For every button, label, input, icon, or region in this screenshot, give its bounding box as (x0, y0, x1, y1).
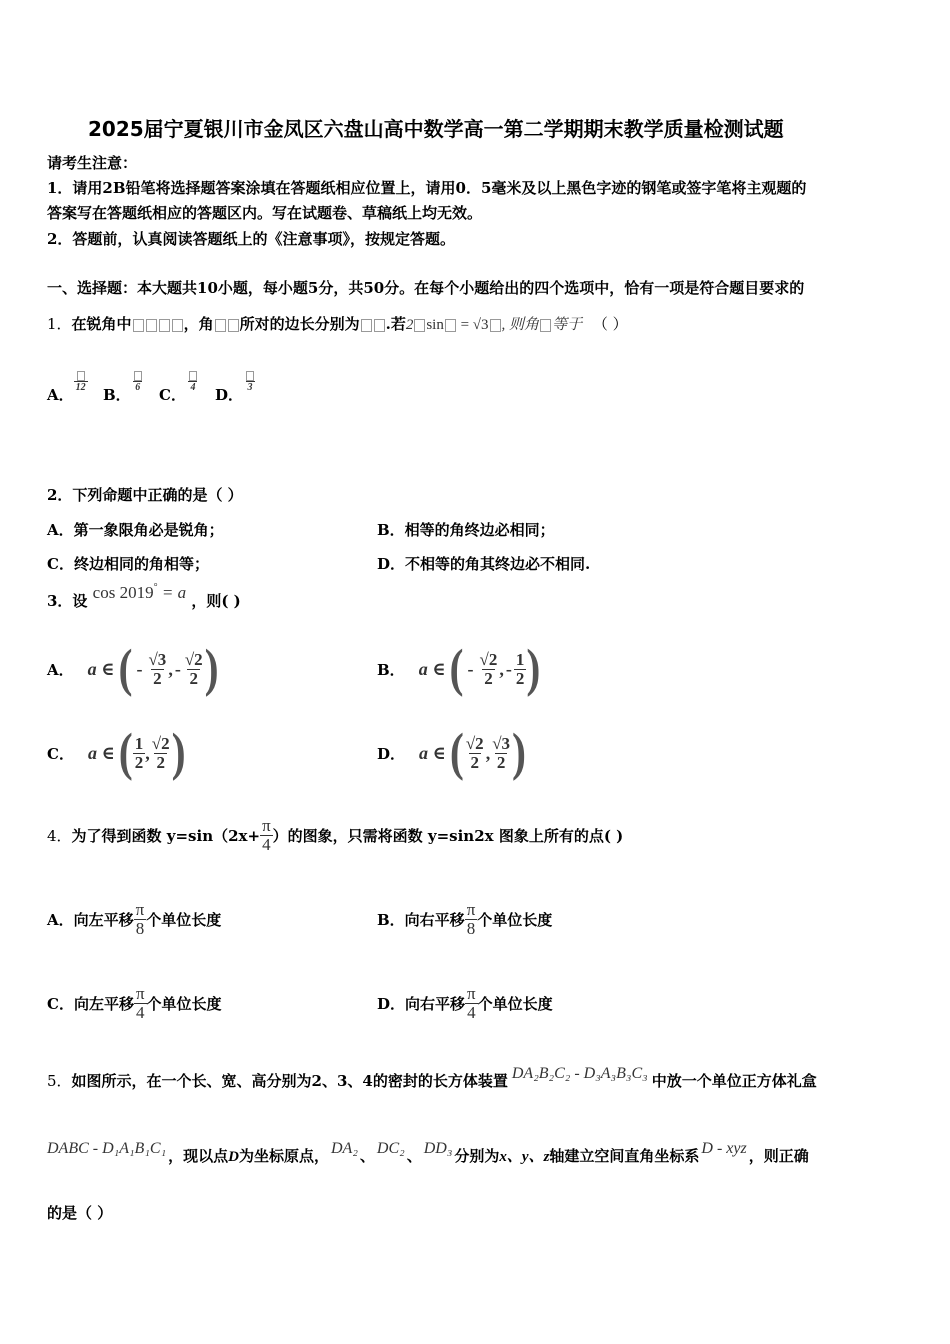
section-heading: 一、选择题：本大题共10小题，每小题5分，共50分。在每个小题给出的四个选项中，恰有一项是符合题目要求的 (47, 279, 805, 297)
fraction: 3 (243, 370, 257, 393)
fraction: 6 (131, 370, 145, 393)
option-c[interactable]: C．向左平移 $\frac{\pi}{4}$ 个单位长度 (47, 984, 222, 1022)
option-b[interactable]: B．相等的角终边必相同； (377, 521, 555, 539)
option-c[interactable]: C．终边相同的角相等； (47, 555, 209, 573)
option-c[interactable]: C． a ∈ ( $\frac{1}{2}$ , $\frac{√2}{2}$ ) (47, 724, 186, 782)
option-d[interactable]: D．不相等的角其终边必不相同. (377, 555, 591, 573)
page-title: 2025届宁夏银川市金凤区六盘山高中数学高一第二学期期末教学质量检测试题 (88, 117, 784, 141)
option-d[interactable]: D． 3 (215, 370, 271, 405)
fraction: $\frac{\pi}{4}$ (262, 816, 271, 854)
interval: a ∈ ( - $\frac{√3}{2}$ , - $\frac{√2}{2}$ ) (87, 640, 219, 698)
formula-placeholder (133, 319, 144, 332)
notice-line-1b: 答案写在答题纸相应的答题区内。写在试题卷、草稿纸上均无效。 (47, 204, 483, 222)
question-2: 2．下列命题中正确的是（ ） (47, 486, 243, 504)
option-a[interactable]: A． a ∈ ( - $\frac{√3}{2}$ , - $\frac{√2}{2}$ ) (47, 640, 219, 698)
option-b[interactable]: B． a ∈ ( - $\frac{√2}{2}$ , - $\frac{1}{2}$ ) (377, 640, 541, 698)
option-c[interactable]: C． 4 (159, 370, 215, 405)
option-d[interactable]: D． a ∈ ( $\frac{√2}{2}$ , $\frac{√3}{2}$ ) (377, 724, 527, 782)
fraction: $\frac{\pi}{4}$ (467, 984, 476, 1022)
fraction: $\frac{\pi}{8}$ (466, 900, 476, 938)
notice-line-1: 1．请用2B铅笔将选择题答案涂填在答题纸相应位置上，请用0．5毫米及以上黑色字迹的钢笔或签字笔将主观题的 (47, 179, 807, 197)
fraction: $\frac{\pi}{4}$ (135, 984, 145, 1022)
interval: a ∈ ( $\frac{√2}{2}$ , $\frac{√3}{2}$ ) (419, 724, 527, 782)
interval: a ∈ ( $\frac{1}{2}$ , $\frac{√2}{2}$ ) (87, 724, 186, 782)
question-5: 5． 如图所示，在一个长、宽、高分别为2、3、4的密封的长方体装置 DA₂B₂C₂ - D₃A₃B₃C₃ 中放一个单位正方体礼盒 (47, 1065, 817, 1090)
question-1-options (47, 370, 271, 405)
formula: DA₂B₂C₂ - D₃A₃B₃C₃ (511, 1065, 648, 1082)
option-b[interactable]: B． 6 (103, 370, 159, 405)
option-b[interactable]: B．向右平移 $\frac{\pi}{8}$ 个单位长度 (377, 900, 553, 938)
question-1: 1．在锐角中 ，角 所对的边长分别为 .若2 sin = √3 , 则角 等于 （ ） (47, 315, 628, 333)
formula: DABC - D₁A₁B₁C₁ (47, 1140, 167, 1157)
notice-heading: 请考生注意： (47, 154, 138, 172)
fraction: $\frac{\pi}{8}$ (135, 900, 145, 938)
question-number: 1． (47, 315, 72, 333)
question-4: 4． 为了得到函数 y=sin（2x+ $\frac{\pi}{4}$ ）的图象，只需将函数 y=sin2x 图象上所有的点( ) (47, 816, 624, 854)
question-5-line-3: 的是（ ） (47, 1204, 113, 1222)
option-a[interactable]: A．第一象限角必是锐角； (47, 521, 224, 539)
option-a[interactable]: A． 12 (47, 370, 103, 405)
fraction: 4 (186, 370, 200, 393)
fraction: 12 (74, 370, 88, 393)
interval: a ∈ ( - $\frac{√2}{2}$ , - $\frac{1}{2}$ ) (418, 640, 541, 698)
notice-line-2: 2．答题前，认真阅读答题纸上的《注意事项》，按规定答题。 (47, 230, 455, 248)
question-5-line-2: DABC - D₁A₁B₁C₁ ，现以点 D 为坐标原点， DA₂ 、 DC₂ 、 DD₃ 分别为 x、y、z 轴建立空间直角坐标系 D - xyz ，则正确 (47, 1140, 809, 1165)
question-3: 3．设 cos 2019° = a ，则( ) (47, 582, 241, 610)
option-a[interactable]: A．向左平移 $\frac{\pi}{8}$ 个单位长度 (47, 900, 222, 938)
option-d[interactable]: D．向右平移 $\frac{\pi}{4}$ 个单位长度 (377, 984, 553, 1022)
